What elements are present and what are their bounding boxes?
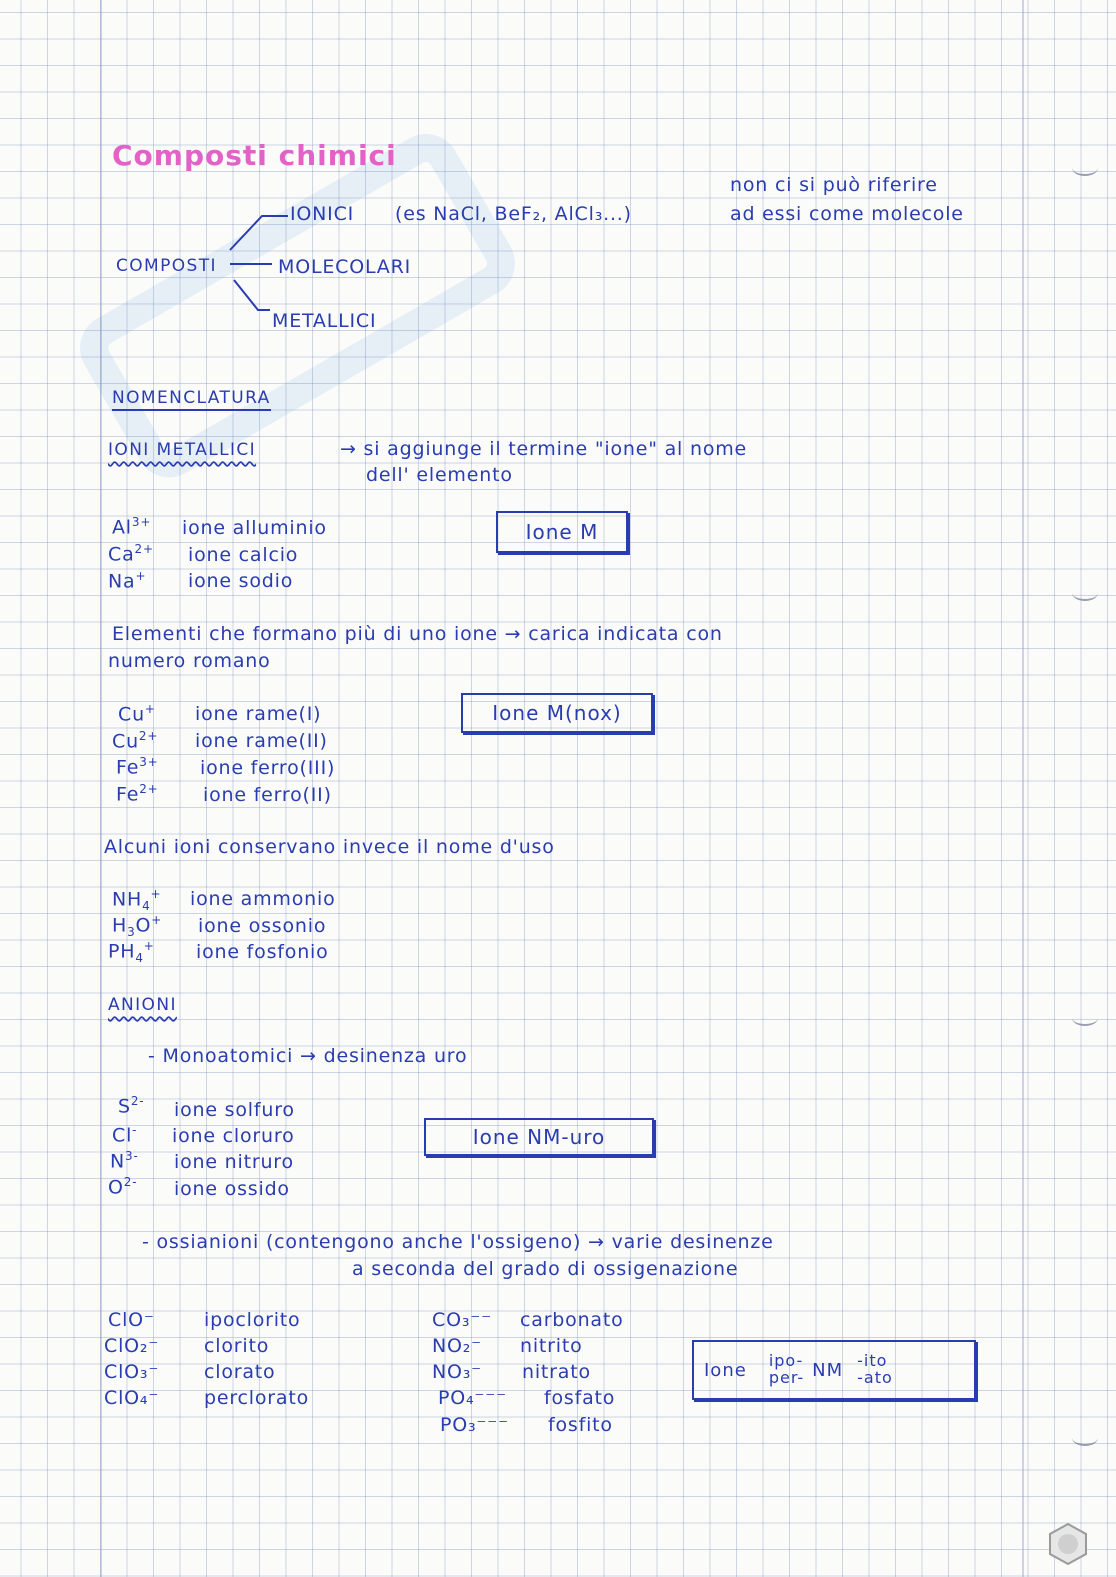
anion-symbol-cl: Cl- [112,1123,138,1147]
oxyanion-name-clo3: clorato [204,1361,276,1383]
corner-sticker-icon [1046,1522,1090,1566]
ion-symbol-na: Na+ [108,569,147,593]
ionic-label: IONICI [290,203,355,225]
ion-name-ca: ione calcio [188,544,299,566]
ion-symbol-fe3: $Fe^{3+}$ [116,755,159,779]
ion-name-al: ione alluminio [182,517,327,539]
oxyanion-formula-po4: PO₄⁻⁻⁻ [438,1387,507,1409]
monoatomic-rule: - Monoatomici → desinenza uro [148,1045,468,1067]
oxyanion-formula-clo: ClO⁻ [108,1309,155,1331]
ion-symbol-cu2: $Cu^{2+}$ [112,729,159,753]
ion-symbol-nh4: $NH_4^+$ [112,887,162,914]
classification-note-line2: ad essi come molecole [730,203,964,225]
oxyanions-box-suffix-ato: -ato [857,1368,893,1387]
anion-name-o: ione ossido [174,1178,290,1200]
ion-name-h3o: ione ossonio [198,915,327,937]
oxyanions-box-prefix-ipo: ipo- [768,1351,804,1371]
oxyanions-box-nm: NM [812,1359,844,1381]
oxyanion-name-no3: nitrato [522,1361,591,1383]
binder-hole [1072,1430,1098,1446]
oxyanions-rule-line2: a seconda del grado di ossigenazione [352,1258,739,1280]
ion-name-nh4: ione ammonio [190,888,336,910]
oxyanion-formula-co3: CO₃⁻⁻ [432,1309,492,1331]
oxyanion-formula-clo3: ClO₃⁻ [104,1361,160,1383]
ion-symbol-al: $Al^{3+}$ [112,515,152,539]
oxyanion-name-clo: ipoclorito [204,1309,301,1331]
ion-symbol-fe2: $Fe^{2+}$ [116,782,159,806]
multi-ions-rule-box: Ione M(nox) [461,693,653,733]
anion-name-cl: ione cloruro [172,1125,295,1147]
binder-hole [1072,160,1098,176]
oxyanion-name-po4: fosfato [544,1387,616,1409]
oxyanion-formula-po3: PO₃⁻⁻⁻ [440,1414,509,1436]
anion-symbol-n: $N^{3-}$ [110,1149,139,1173]
ion-name-na: ione sodio [188,570,294,592]
monoatomic-rule-box: Ione NM-uro [424,1118,654,1156]
binder-hole [1072,585,1098,601]
oxyanions-box-suffix-ito: -ito [857,1351,888,1371]
oxyanion-formula-no3: NO₃⁻ [432,1361,483,1383]
anion-symbol-s: $S^{2-}$ [118,1094,145,1118]
oxyanions-rule-line1: - ossianioni (contengono anche l'ossigeno) → varie desinenze [142,1231,774,1253]
ion-name-cu1: ione rame(I) [195,703,322,725]
oxyanion-name-clo4: perclorato [204,1387,310,1409]
page-title: Composti chimici [112,139,397,172]
oxyanions-box-prefix-per: per- [768,1368,805,1387]
oxyanion-formula-clo2: ClO₂⁻ [104,1335,160,1357]
oxyanions-rule-box [692,1340,976,1400]
oxyanions-box-ione: Ione [704,1359,747,1381]
metal-ions-rule-line2: dell' elemento [366,464,513,486]
anion-name-s: ione solfuro [174,1099,295,1121]
metal-ions-rule-line1: → si aggiunge il termine "ione" al nome [340,438,748,460]
metal-ions-rule-box: Ione M [496,511,628,553]
oxyanion-name-po3: fosfito [548,1414,613,1436]
binder-hole [1072,1010,1098,1026]
oxyanion-formula-no2: NO₂⁻ [432,1335,483,1357]
oxyanions-box-suffixes [857,1353,893,1387]
oxyanion-name-no2: nitrito [520,1335,583,1357]
composti-label: COMPOSTI [116,256,217,276]
ion-symbol-h3o: $H_3O^+$ [112,913,163,940]
oxyanion-name-clo2: clorito [204,1335,270,1357]
ion-name-fe2: ione ferro(II) [203,784,332,806]
anion-name-n: ione nitruro [174,1151,294,1173]
multi-ions-rule-line1: Elementi che formano più di uno ione → carica indicata con [112,623,723,645]
classification-branch-lines [222,208,292,318]
multi-ions-rule-line2: numero romano [108,650,271,672]
molecular-label: MOLECOLARI [278,256,411,278]
ion-symbol-cu1: Cu+ [118,702,156,726]
metal-ions-heading: IONI METALLICI [108,440,257,460]
ion-name-ph4: ione fosfonio [196,941,329,963]
ionic-examples: (es NaCl, BeF₂, AlCl₃...) [395,203,632,225]
common-names-rule: Alcuni ioni conservano invece il nome d'uso [104,836,555,858]
anions-heading: ANIONI [108,995,177,1015]
ion-name-fe3: ione ferro(III) [200,757,336,779]
ion-symbol-ph4: $PH_4^+$ [108,939,155,966]
anion-symbol-o: $O^{2-}$ [108,1175,138,1199]
oxyanion-name-co3: carbonato [520,1309,624,1331]
metallic-label: METALLICI [272,310,377,332]
oxyanion-formula-clo4: ClO₄⁻ [104,1387,160,1409]
nomenclature-heading: NOMENCLATURA [112,390,271,411]
ion-symbol-ca: $Ca^{2+}$ [108,542,154,566]
oxyanions-box-prefixes [769,1353,804,1387]
classification-note-line1: non ci si può riferire [730,174,938,196]
right-margin-line [1022,0,1024,1577]
ion-name-cu2: ione rame(II) [195,730,328,752]
